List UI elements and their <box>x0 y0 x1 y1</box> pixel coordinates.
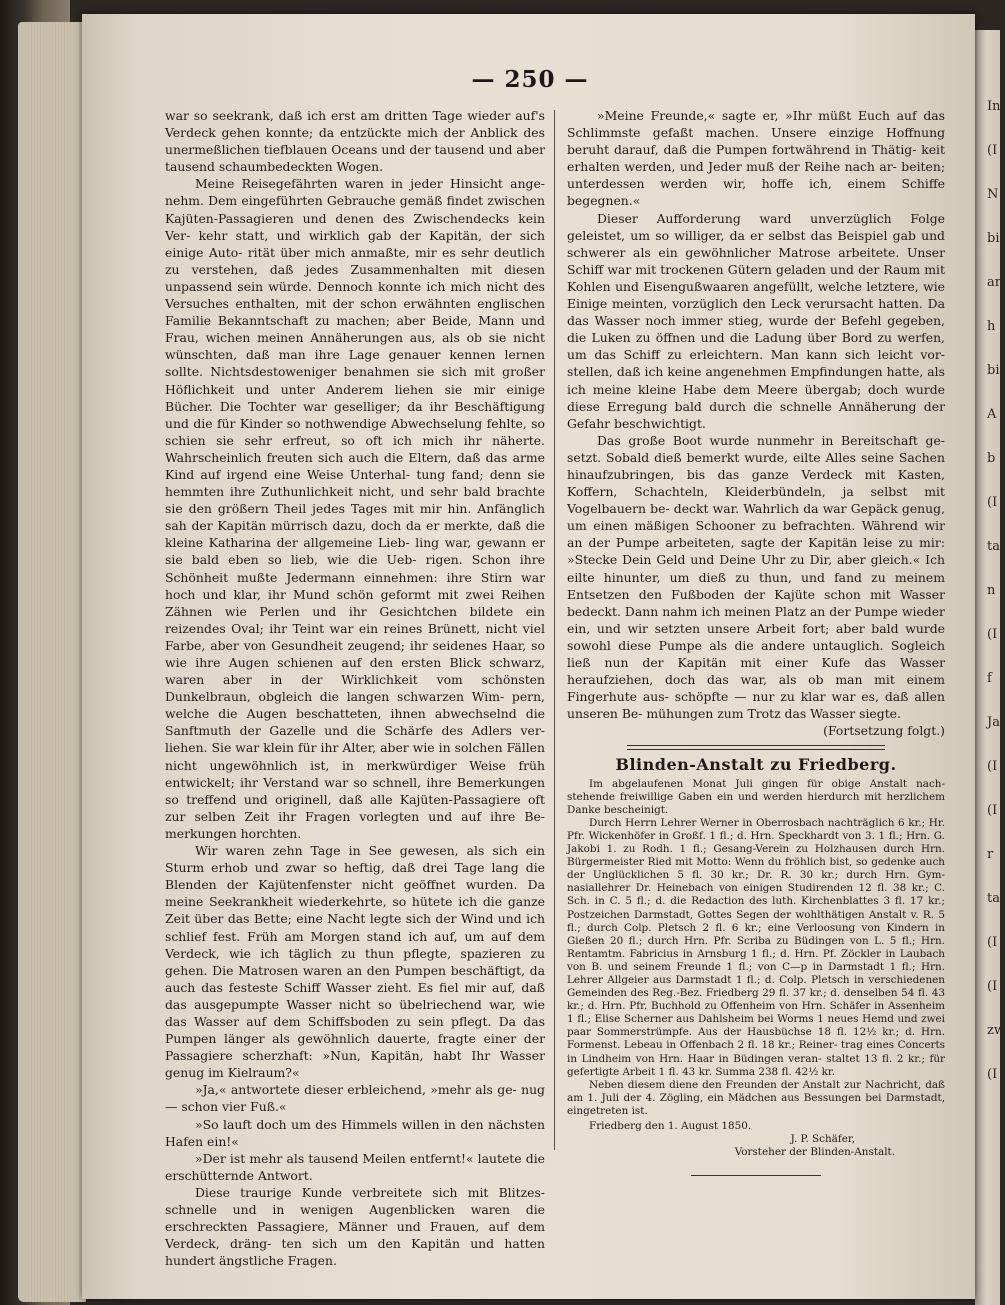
story-continuation <box>567 107 945 722</box>
next-page-fragment: ta <box>987 891 1000 906</box>
notice-signature: J. P. Schäfer, <box>790 1133 855 1146</box>
notice-title: Blinden-Anstalt zu Friedberg. <box>615 755 897 775</box>
next-page-fragment: In <box>987 99 1001 114</box>
continuation-note: (Fortsetzung folgt.) <box>823 723 945 739</box>
left-column <box>165 107 545 1269</box>
next-page-fragment: r <box>987 847 994 862</box>
next-page-fragment: A <box>987 407 997 422</box>
next-page-fragment: bi <box>987 231 1000 246</box>
notice-paragraph: Neben diesem diene den Freunden der Anstalt zur Nachricht, daß am 1. Juli der 4. Zögling, ein Mädchen aus Bessungen bei Darmstadt, eingetreten ist. <box>567 1078 945 1117</box>
right-column-paragraph: Das große Boot wurde nunmehr in Bereitschaft ge- setzt. Sobald dieß bemerkt wurde, eilte Alles seine Sachen hinaufzubringen, bis das ganze Verdeck mit Kasten, Koffern, Schachteln, Kleiderbündeln, ja selbst mit Vogelbauern be- deckt war. Wahrlich da war Gepäck genug, um einen mäßigen Schooner zu befrachten. Während wir an der Pumpe arbeiteten, sagte der Kapitän leise zu mir: »Stecke Dein Geld und Deine Uhr zu Dir, aber gleich.« Ich eilte hinunter, um dieß zu thun, und fand zu meinem Entsetzen den Fußboden der Kajüte schon mit Wasser bedeckt. Dann nahm ich meinen Platz an der Pumpe wieder ein, und wir setzten unsere Arbeit fort; aber bald wurde sowohl diese Pumpe als die andere untauglich. Sogleich ließ nun der Kapitän mit einer Kufe das Wasser heraufziehen, doch das war, als ob man mit einem Fingerhute aus- schöpfte — nur zu klar war es, daß allen unseren Be- mühungen zum Trotz das Wasser siegte. <box>567 432 945 722</box>
next-page-fragment: b <box>987 451 996 466</box>
page-number: — 250 — <box>471 66 589 93</box>
left-column-paragraph: Meine Reisegefährten waren in jeder Hinsicht ange- nehm. Dem eingeführten Gebrauche gemäß findet zwischen Kajüten-Passagieren und denen des Zwischendecks kein Ver- kehr statt, und wirklich gab der Kapitän, der sich einige Auto- rität über mich anmaßte, mir es sehr deutlich zu verstehen, daß jedes Zusammenhalten mit diesen unpassend sein würde. Dennoch konnte ich mich nicht des Versuches enthalten, mit der schon erwähnten englischen Familie Bekanntschaft zu machen; aber Beide, Mann und Frau, wichen meinen Annäherungen aus, als ob sie nicht wünschten, daß man ihre Lage genauer kennen lernen sollte. Nichtsdestoweniger benahmen sie sich mit großer Höflichkeit und unter Anderem liehen sie mir einige Bücher. Die Tochter war geselliger; da ihr Beschäftigung und die für Kinder so nothwendige Abwechselung fehlte, so schien sie sehr erfreut, so oft ich mich ihr näherte. Wahrscheinlich freuten sich auch die Eltern, daß das arme Kind auf irgend eine Weise Unterhal- tung fand; denn sie hemmten ihre Zuthunlichkeit nicht, und sehr bald brachte sie den größern Theil jedes Tages mit mir hin. Anfänglich sah der Kapitän mürrisch dazu, doch da er merkte, daß die kleine Katharina der allgemeine Lieb- ling war, gewann er sie bald eben so lieb, wie die Ueb- rigen. Schon ihre Schönheit mußte Jedermann einnehmen: ihre Stirn war hoch und klar, ihr Mund schön geformt mit zwei Reihen Zähnen wie Perlen und ihr Gesichtchen bildete ein reizendes Oval; ihr Teint war ein reines Brünett, nicht viel Farbe, aber von Gesundheit zeugend; ihr seidenes Haar, so wie ihre Augen schienen auf den ersten Blick schwarz, waren aber in der Wirklichkeit vom schönsten Dunkelbraun, obgleich die langen schwarzen Wim- pern, welche die Augen beschatteten, ihnen abwechselnd die Sanftmuth der Gazelle und die Schärfe des Adlers ver- liehen. Sie war klein für ihr Alter, aber wie in solchen Fällen nicht ungewöhnlich ist, in merkwürdiger Weise früh entwickelt; ihr Verstand war so schnell, ihre Bemerkungen so treffend und originell, daß alle Kajüten-Passagiere oft zur selben Zeit ihr Fragen vorlegten und auf ihre Be- merkungen horchten. <box>165 176 545 841</box>
next-page-fragment: (I <box>987 143 998 158</box>
next-page-fragment: bi <box>987 363 1000 378</box>
next-page-fragment: (I <box>987 979 998 994</box>
next-page-fragment: h <box>987 319 996 334</box>
notice-place-date: Friedberg den 1. August 1850. <box>589 1120 752 1132</box>
next-page-fragment: (I <box>987 759 998 774</box>
next-page-fragment: (I <box>987 495 998 510</box>
next-page-fragment: (I <box>987 627 998 642</box>
left-column-paragraph: »So lauft doch um des Himmels willen in den nächsten Hafen ein!« <box>165 1116 545 1149</box>
right-column <box>567 107 945 1176</box>
end-rule <box>691 1175 821 1176</box>
left-column-paragraph: »Ja,« antwortete dieser erbleichend, »mehr als ge- nug — schon vier Fuß.« <box>165 1082 545 1115</box>
next-page-fragment: Ja <box>987 715 1000 730</box>
donation-notice <box>567 778 945 1160</box>
next-page-edge <box>975 30 1005 1305</box>
next-page-fragment: n <box>987 583 996 598</box>
right-column-paragraph: »Meine Freunde,« sagte er, »Ihr müßt Euch auf das Schlimmste gefaßt machen. Unsere einzige Hoffnung beruht darauf, daß die Pumpen fortwährend in Thätig- keit erhalten werden, und Jeder muß der Reihe nach ar- beiten; unterdessen werden wir, hoffe ich, einem Schiffe begegnen.« <box>567 108 945 209</box>
right-column-paragraph: Dieser Aufforderung ward unverzüglich Folge geleistet, um so williger, da er selbst das Beispiel gab und schwerer als ein gewöhnlicher Matrose arbeitete. Unser Schiff war mit trockenen Gütern geladen und der Raum mit Kohlen und Eisengußwaaren angefüllt, welche letztere, wie Einige meinten, vorzüglich den Leck verursacht hatten. Da das Wasser noch immer stieg, wurde der Befehl gegeben, die Luken zu öffnen und die Ladung über Bord zu werfen, um das Schiff zu erleichtern. Man kann sich leicht vor- stellen, daß ich keine angenehmen Empfindungen hatte, als ich meine kleine Habe dem Meere übergab; doch wurde diese Erregung bald durch die schnelle Annäherung der Gefahr beschwichtigt. <box>567 210 945 431</box>
next-page-fragment: f <box>987 671 992 686</box>
page-stack-edge <box>18 22 86 1302</box>
next-page-fragment: (I <box>987 935 998 950</box>
next-page-fragment: ar <box>987 275 1001 290</box>
notice-paragraph: Im abgelaufenen Monat Juli gingen für obige Anstalt nach- stehende freiwillige Gaben ein und werden hierdurch mit herzlichem Danke bescheinigt. <box>567 777 945 816</box>
next-page-fragment: ta <box>987 539 1000 554</box>
next-page-fragment: (I <box>987 803 998 818</box>
left-column-paragraph: Diese traurige Kunde verbreitete sich mit Blitzes- schnelle und in wenigen Augenblicken waren die erschreckten Passagiere, Männer und Frauen, auf dem Verdeck, dräng- ten sich um den Kapitän und hatten hundert ängstliche Fragen. <box>165 1184 545 1269</box>
left-column-paragraph: »Der ist mehr als tausend Meilen entfernt!« lautete die erschütternde Antwort. <box>165 1150 545 1183</box>
section-rule <box>627 745 885 750</box>
next-page-fragment: (I <box>987 1067 998 1082</box>
next-page-fragment: N <box>987 187 999 202</box>
left-column-paragraph: war so seekrank, daß ich erst am dritten Tage wieder auf's Verdeck gehen konnte; da entzückte mich der Anblick des unermeßlichen tiefblauen Oceans und der tausend und aber tausend schaumbedeckten Wogen. <box>165 108 545 175</box>
next-page-fragment: zw <box>987 1023 1005 1038</box>
column-divider <box>554 110 555 1150</box>
notice-signer-role: Vorsteher der Blinden-Anstalt. <box>734 1146 895 1159</box>
notice-paragraph: Durch Herrn Lehrer Werner in Oberrosbach nachträglich 6 kr.; Hr. Pfr. Wickenhöfer in Großf. 1 fl.; d. Hrn. Speckhardt von 3. 1 fl.; Hrn. G. Jakobi 1. zu Rodh. 1 fl.; Gesang-Verein zu Holzhausen durch Hrn. Bürgermeister Ried mit Motto: Wenn du fröhlich bist, so gedenke auch der Unglücklichen 5 fl. 30 kr.; Dr. R. 30 kr.; durch Hrn. Gym- nasiallehrer Dr. Heinebach von einigen Studirenden 12 fl. 38 kr.; C. Sch. in C. 5 fl.; d. die Redaction des luth. Kirchenblattes 3 fl. 17 kr.; Postzeichen Darmstadt, Gottes Segen der wohlthätigen Anstalt v. R. 5 fl.; durch Colp. Pletsch 2 fl. 6 kr.; eine Verloosung von Kindern in Gießen 20 fl.; durch Hrn. Pfr. Scriba zu Büdingen von L. 5 fl.; Hrn. Rentamtm. Fabricius in Arnsburg 1 fl.; d. Hrn. Pf. Zöckler in Laubach von B. und seinem Freunde 1 fl.; von C—p in Darmstadt 1 fl.; Hrn. Lehrer Allgeier aus Darmstadt 1 fl.; d. Colp. Pletsch in verschiedenen Gemeinden des Reg.-Bez. Friedberg 29 fl. 37 kr.; d. denselben 54 fl. 43 kr.; d. Hrn. Pfr. Buchhold zu Offenheim von Hrn. Schäfer in Assenheim 1 fl.; Elise Scherner aus Dahlsheim bei Worms 1 neues Hemd und zwei paar Sommerstrümpfe. Aus der Hausbüchse 18 fl. 12½ kr.; d. Hrn. Formenst. Lebeau in Offenbach 2 fl. 18 kr.; Reiner- trag eines Concerts in Lindheim von Hrn. Haar in Büdingen veran- staltet 13 fl. 2 kr.; für gefertigte Arbeit 1 fl. 43 kr. Summa 238 fl. 42½ kr. <box>567 816 945 1078</box>
notice-body <box>567 778 945 1118</box>
left-column-paragraph: Wir waren zehn Tage in See gewesen, als sich ein Sturm erhob und zwar so heftig, daß drei Tage lang die Blenden der Kajütenfenster nicht geöffnet wurden. Da meine Seekrankheit wiederkehrte, so hütete ich die ganze Zeit über das Bette; eine Nacht legte sich der Wind und ich schlief fest. Früh am Morgen stand ich auf, um auf dem Verdeck, wie ich täglich zu thun pflegte, spazieren zu gehen. Die Matrosen waren an den Pumpen beschäftigt, da auch das festeste Schiff Wasser zieht. Es fiel mir auf, daß das ausgepumpte Wasser nicht so übelriechend war, wie das Wasser auf dem Schiffsboden zu sein pflegt. Da das Pumpen länger als gewöhnlich dauerte, fragte einer der Passagiere scherzhaft: »Nun, Kapitän, habt Ihr Wasser genug im Kielraum?« <box>165 843 545 1081</box>
